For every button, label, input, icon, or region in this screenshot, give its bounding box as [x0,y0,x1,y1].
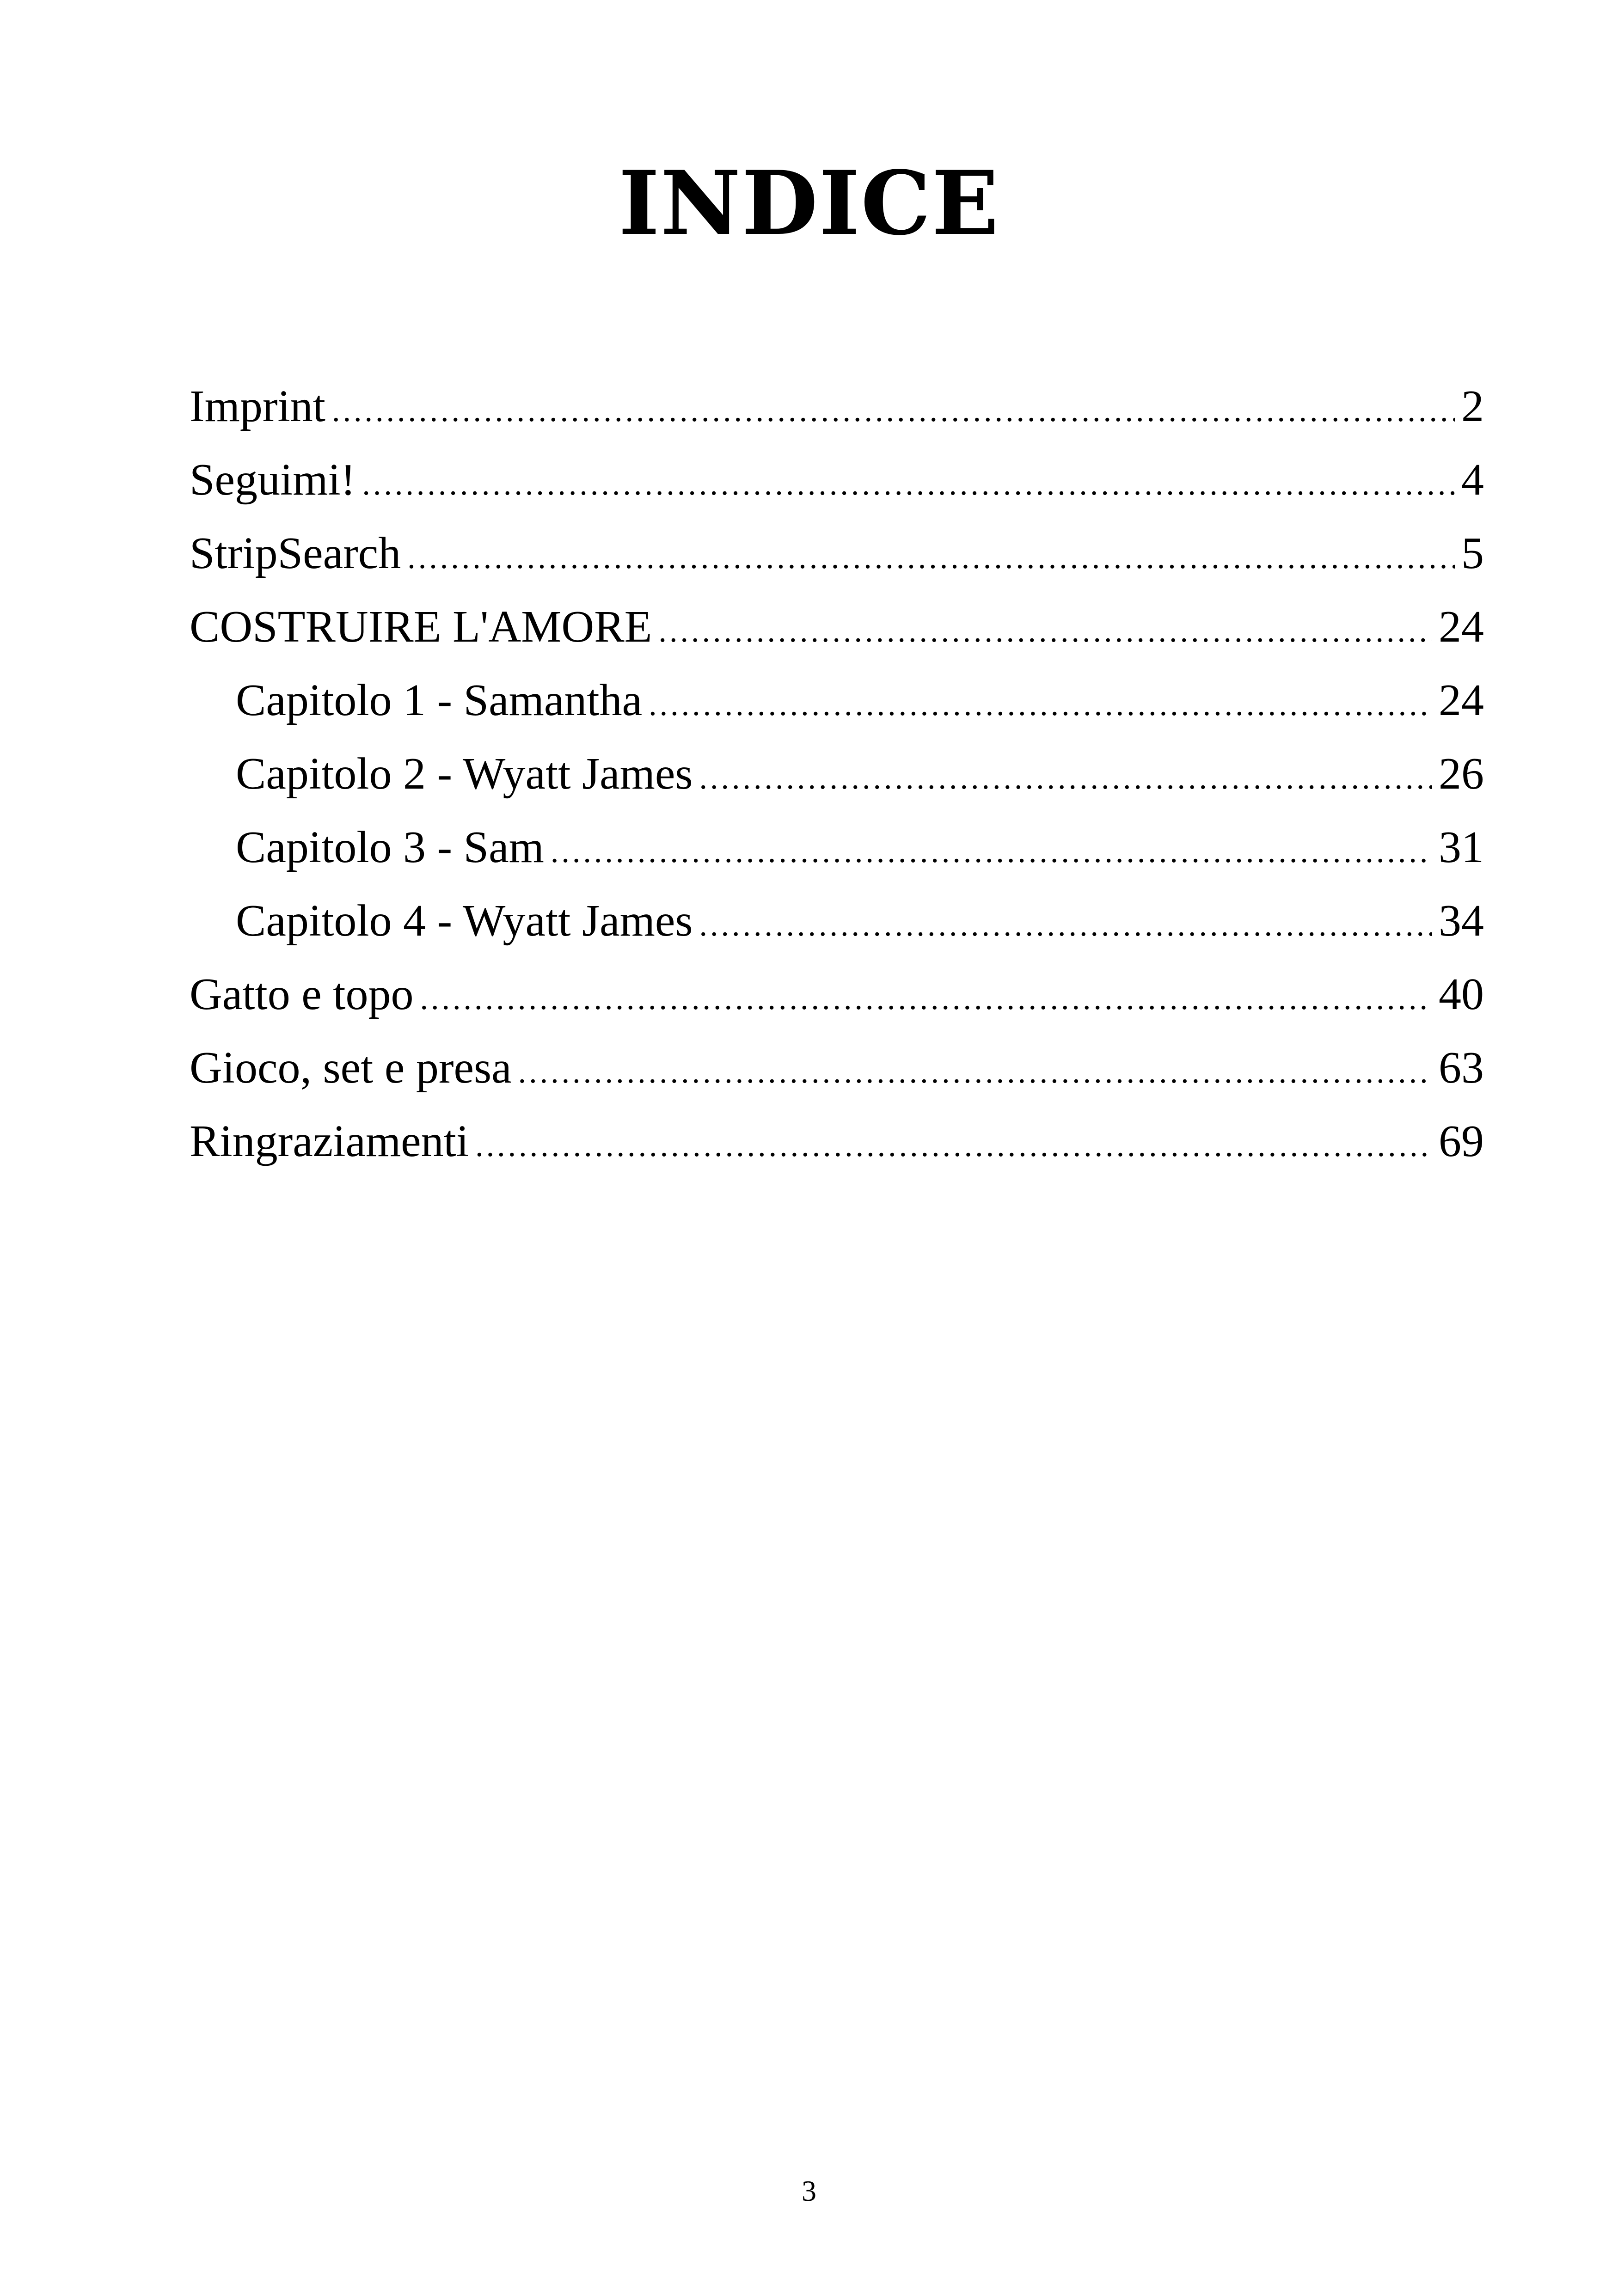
toc-entry-capitolo-4[interactable] [190,884,1484,958]
toc-entry-capitolo-2[interactable] [190,737,1484,811]
toc-entry-label: Seguimi! [190,455,356,505]
toc-entry-label: Capitolo 1 - Samantha [236,675,643,725]
toc-entry-page: 24 [1439,675,1484,725]
toc-entry-label: Gioco, set e presa [190,1043,512,1093]
toc-dot-leader [518,1035,1432,1109]
toc-entry-page: 26 [1439,749,1484,799]
toc-dot-leader [407,521,1455,594]
toc-entry-gatto-e-topo[interactable] [190,958,1484,1031]
toc-dot-leader [649,668,1432,741]
toc-dot-leader [699,741,1432,815]
toc-entry-label: Capitolo 2 - Wyatt James [236,749,693,799]
toc-dot-leader [699,888,1432,962]
toc-entry-page: 34 [1439,896,1484,946]
toc-entry-page: 63 [1439,1043,1484,1093]
toc-entry-page: 69 [1439,1116,1484,1166]
toc-entry-label: Gatto e topo [190,969,414,1019]
toc-entry-ringraziamenti[interactable] [190,1105,1484,1178]
toc-dot-leader [362,447,1455,521]
toc-entry-page: 5 [1461,528,1484,578]
toc-entry-label: Capitolo 4 - Wyatt James [236,896,693,946]
toc-entry-imprint[interactable] [190,370,1484,443]
toc-entry-page: 2 [1461,381,1484,431]
page-title: INDICE [618,152,1000,255]
toc-entry-label: COSTRUIRE L'AMORE [190,602,652,652]
toc-entry-label: StripSearch [190,528,401,578]
toc-entry-stripsearch[interactable] [190,517,1484,590]
toc-entry-label: Capitolo 3 - Sam [236,822,544,872]
toc-entry-seguimi[interactable] [190,443,1484,517]
toc-dot-leader [475,1109,1432,1182]
toc-dot-leader [658,594,1432,668]
page-number: 3 [802,2174,816,2207]
toc-dot-leader [551,815,1432,888]
toc-dot-leader [420,962,1432,1035]
toc-dot-leader [332,374,1455,447]
toc-entry-label: Imprint [190,381,325,431]
toc-entry-page: 40 [1439,969,1484,1019]
toc-entry-gioco-set-e-presa[interactable] [190,1031,1484,1105]
toc-entry-capitolo-3[interactable] [190,811,1484,884]
toc-entry-costruire-lamore[interactable] [190,590,1484,664]
toc-entry-page: 31 [1439,822,1484,872]
toc-entry-page: 24 [1439,602,1484,652]
toc-entry-capitolo-1[interactable] [190,664,1484,737]
table-of-contents [190,370,1484,1178]
toc-entry-page: 4 [1461,455,1484,505]
toc-entry-label: Ringraziamenti [190,1116,469,1166]
